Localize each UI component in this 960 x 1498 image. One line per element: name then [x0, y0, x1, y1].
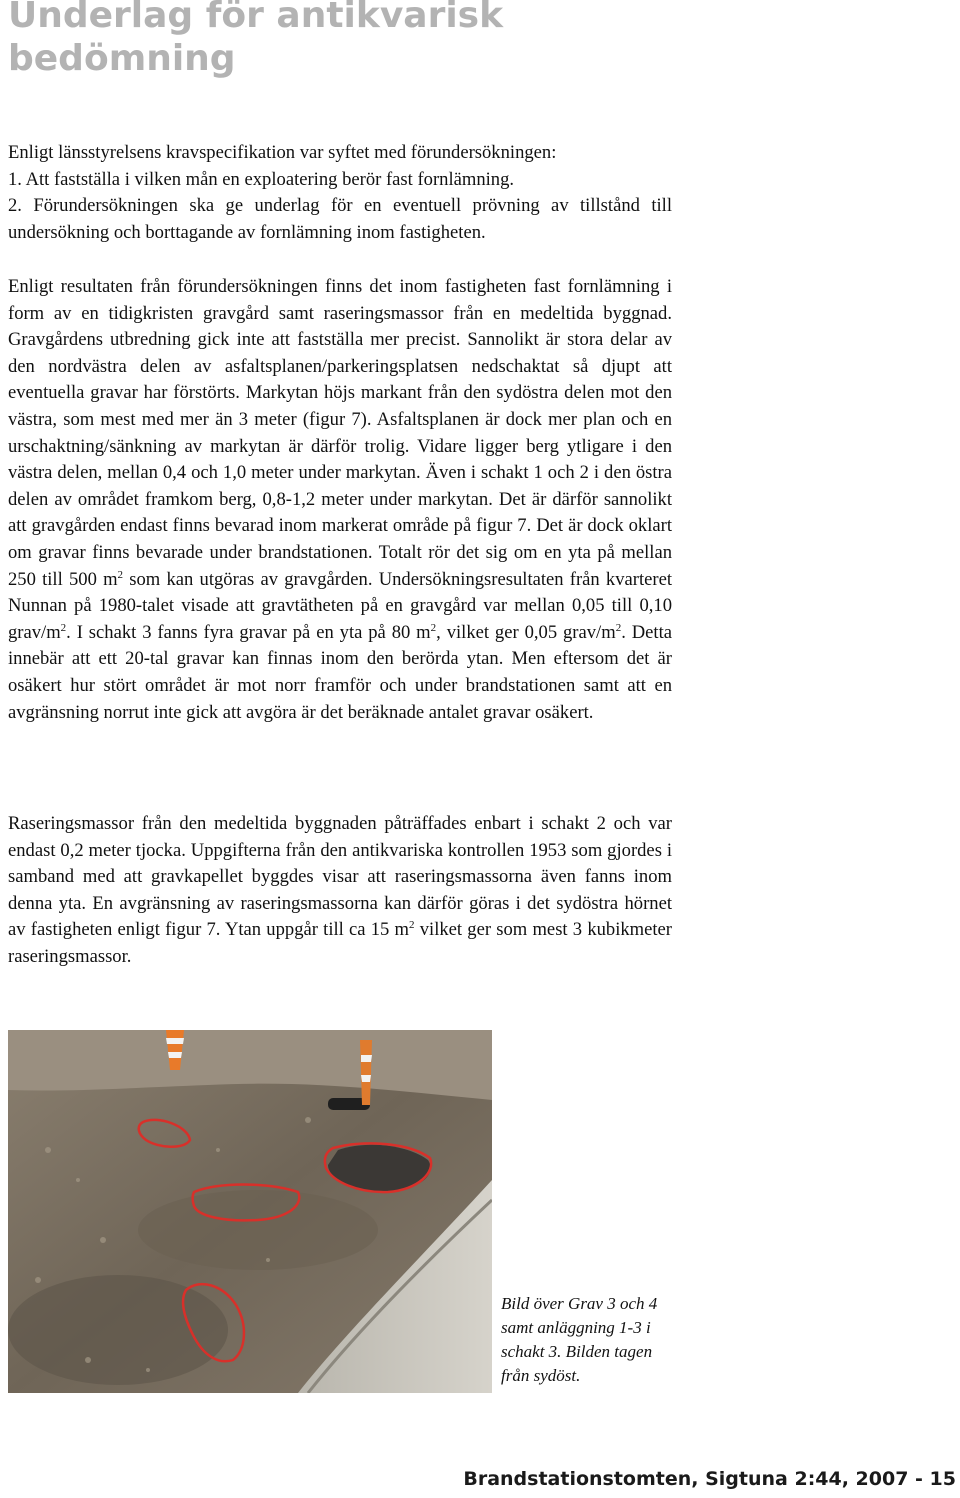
superscript: 2	[430, 621, 437, 634]
page-footer: Brandstationstomten, Sigtuna 2:44, 2007 - 15	[463, 1468, 956, 1490]
intro-line: Enligt länsstyrelsens kravspecifikation var syftet med förundersökningen:	[8, 142, 557, 163]
intro-block	[8, 140, 672, 246]
photo-caption: Bild över Grav 3 och 4 samt anläggning 1-3 i schakt 3. Bilden tagen från sydöst.	[501, 1294, 658, 1385]
text-run: vilket ger som mest 3 kubikmeter raseringsmassor.	[8, 919, 672, 967]
intro-list-item: 1. Att fastställa i vilken mån en exploatering berör fast fornlämning.	[8, 168, 515, 190]
superscript: 2	[615, 621, 622, 634]
text-run: Raseringsmassor från den medeltida byggnaden påträffades enbart i schakt 2 och var endast 0,2 meter tjocka. Uppgifterna från den antikvariska kontrollen 1953 som gjordes i samband med att gravkapellet byggdes visar att raseringsmassorna även fanns inom denna yta. En avgränsning av raseringsmassorna kan därför göras i det sydöstra hörnet av fastigheten enligt figur 7. Ytan uppgår till ca 15 m	[8, 813, 672, 941]
text-run: . I schakt 3 fanns fyra gravar på en yta på 80 m	[66, 621, 431, 643]
superscript: 2	[60, 621, 67, 634]
paragraph-results	[8, 274, 672, 726]
paragraph-raseringsmassor	[8, 811, 672, 971]
text-run: som kan utgöras av gravgården. Undersökningsresultaten från kvarteret Nunnan på 1980-talet visade att gravtätheten på en gravgård var mellan 0,05 till 0,10 grav/m	[8, 568, 672, 643]
text-run: , vilket ger 0,05 grav/m	[436, 621, 616, 643]
text-run: . Detta innebär att ett 20-tal gravar kan finnas inom den berörda ytan. Men eftersom det är osäkert hur stört området är mot norr framför och under brandstationen samt att en avgränsning norrut inte gick att avgöra är det beräknade antalet gravar osäkert.	[8, 621, 672, 723]
superscript: 2	[117, 568, 124, 581]
intro-list-item: 2. Förundersökningen ska ge underlag för en eventuell prövning av tillstånd till undersökning och borttagande av fornlämning inom fastigheten.	[8, 195, 672, 243]
page-title: Underlag för antikvarisk bedömning	[8, 0, 504, 79]
excavation-photo	[8, 1030, 492, 1393]
text-run: Enligt resultaten från förundersökningen finns det inom fastigheten fast fornlämning i form av en tidigkristen gravgård samt raseringsmassor från en medeltida byggnad. Gravgårdens utbredning gick inte att fastställa mer precist. Sannolikt är stora delar av den nordvästra delen av asfaltsplanen/parkeringsplatsen nedschaktat så djupt att eventuella gravar har förstörts. Markytan höjs markant från den sydöstra delen mot den västra, som mest med mer än 3 meter (figur 7). Asfaltsplanen är dock mer plan och en urschaktning/sänkning av markytan är därför trolig. Vidare ligger berg ytligare i den västra delen, mellan 0,4 och 1,0 meter under markytan. Även i schakt 1 och 2 i den östra delen av området framkom berg, 0,8-1,2 meter under markytan. Det är därför sannolikt att gravgården endast finns bevarad inom markerat område på figur 7. Det är dock oklart om gravar finns bevarade under brandstationen. Totalt rör det sig om en yta på mellan 250 till 500 m	[8, 276, 672, 590]
superscript: 2	[409, 919, 415, 932]
